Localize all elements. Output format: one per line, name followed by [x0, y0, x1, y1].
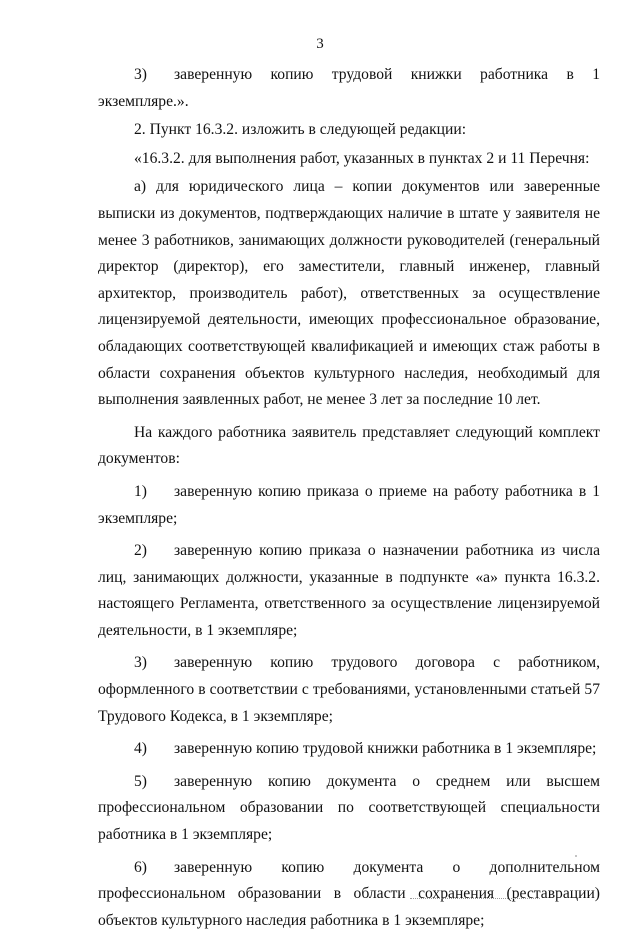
item-text: заверенную копию приказа о приеме на работу работника в 1 экземпляре;	[98, 482, 600, 527]
item-text: заверенную копию трудовой книжки работника в 1 экземпляре.».	[98, 66, 600, 110]
list-item-5	[98, 769, 600, 849]
document-body	[98, 62, 600, 940]
page-number: 3	[316, 36, 324, 52]
paragraph-text: 2. Пункт 16.3.2. изложить в следующей редакции:	[134, 121, 467, 139]
item-text: заверенную копию документа о среднем или высшем профессиональном образовании по соответствующей специальности работника в 1 экземпляре;	[98, 772, 600, 844]
paragraph-documents-set	[98, 420, 600, 473]
list-item-1	[98, 479, 600, 532]
paragraph-text: «16.3.2. для выполнения работ, указанных в пунктах 2 и 11 Перечня:	[134, 149, 590, 167]
list-item-2	[98, 538, 600, 644]
paragraph-point-2	[98, 117, 600, 144]
item-number: 3)	[134, 66, 147, 83]
scan-artifact-dot	[575, 855, 577, 857]
item-text: заверенную копию трудовой книжки работника в 1 экземпляре;	[174, 740, 597, 758]
paragraph-legal-entity	[98, 174, 600, 413]
list-item-6	[98, 855, 600, 935]
item-number: 5)	[134, 772, 147, 790]
item-number: 3)	[134, 654, 147, 672]
item-number: 4)	[134, 740, 147, 758]
item-text: заверенную копию приказа о назначении работника из числа лиц, занимающих должности, указанные в подпункте «а» пункта 16.3.2. настоящего Регламента, ответственного за осуществление лицензируемой деятельности, в 1 экземпляре;	[98, 542, 600, 639]
paragraph-text: а) для юридического лица – копии документов или заверенные выписки из документов, подтверждающих наличие в штате у заявителя не менее 3 работников, занимающих должности руководителей (генеральный директор (директор), его заместители, главный инженер, главный архитектор, производитель работ), ответственных за осуществление лицензируемой деятельности, имеющих профессиональное образование, обладающих соответствующей квалификацией и имеющих стаж работы в области сохранения объектов культурного наследия, необходимый для выполнения заявленных работ, не менее 3 лет за последние 10 лет.	[98, 178, 600, 409]
paragraph-16-3-2	[98, 146, 600, 173]
item-text: заверенную копию трудового договора с работником, оформленного в соответствии с требованиями, установленными статьей 57 Трудового Кодекса, в 1 экземпляре;	[98, 654, 600, 725]
item-number: 6)	[134, 858, 147, 876]
item-number: 2)	[134, 542, 147, 560]
list-item-3-book	[98, 62, 600, 115]
list-item-3	[98, 650, 600, 730]
item-text: заверенную копию документа о дополнительном профессиональном образовании в области сохранения (реставрации) объектов культурного наследия работника в 1 экземпляре;	[98, 858, 600, 929]
paragraph-text: На каждого работника заявитель представляет следующий комплект документов:	[98, 423, 600, 468]
scan-artifact-line	[410, 898, 540, 901]
item-number: 1)	[134, 482, 147, 500]
list-item-4	[98, 736, 600, 763]
